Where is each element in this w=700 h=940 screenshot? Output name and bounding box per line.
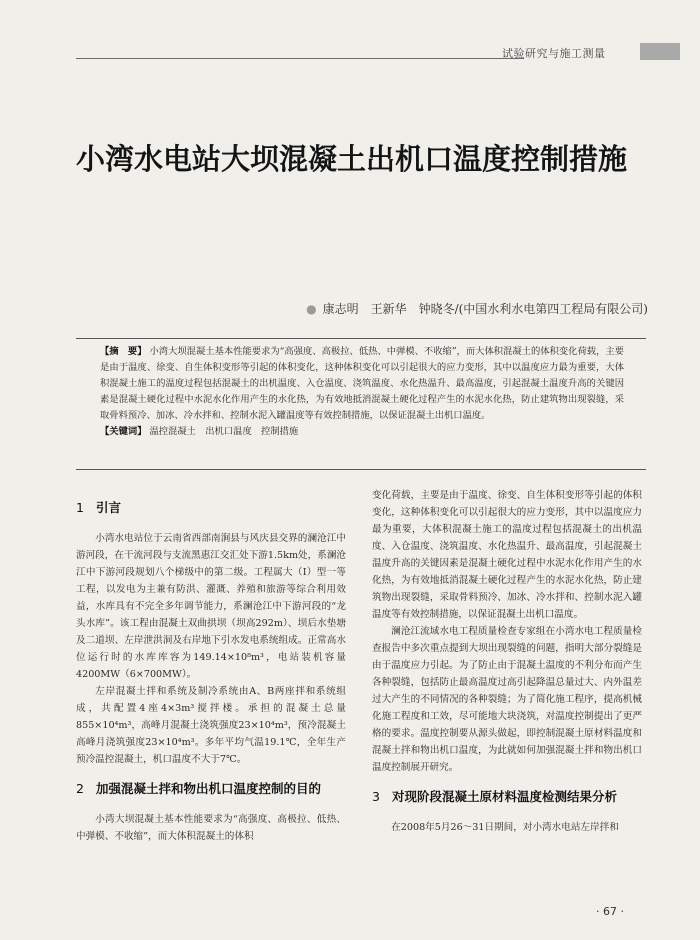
section-number: 2 (76, 781, 84, 796)
abstract-box (76, 338, 646, 470)
header-rule (76, 58, 524, 59)
paragraph: 在2008年5月26～31日期间，对小湾水电站左岸拌和 (391, 822, 619, 833)
paragraph: 澜沧江流域水电工程质量检查专家组在小湾水电工程质量检查报告中多次重点提到大坝出现裂缝的问题，指明大部分裂缝是由于温度应力引起。为了防止由于混凝土温度的不利分布而产生各种裂缝，包括防止最高温度过高引起降温总量过大、内外温差过大产生的不同情况的各种裂缝；为了简化施工程序，提高机械化施工程度和工效，尽可能地大块浇筑，对温度控制提出了更严格的要求。温度控制要从源头做起，即控制混凝土原材料温度和混凝土拌和物出机口温度，为此就如何加强混凝土拌和物出机口温度控制展开研究。 (372, 626, 642, 773)
bullet-icon: ● (306, 302, 317, 316)
right-column (372, 487, 642, 836)
keywords-text: 温控混凝土 出机口温度 控制措施 (149, 426, 299, 437)
section-number: 1 (76, 500, 84, 515)
author-line (306, 300, 648, 317)
abstract-text: 小湾大坝混凝土基本性能要求为“高强度、高极拉、低热、中弹模、不收缩”，而大体积混凝土的体积变化荷载，主要是由于温度、徐变、自生体积变形等引起的体积变化，这种体积变化可以引起很大的应力变形，其中以温度应力最为重要，大体积混凝土施工的温度过程包括混凝土的出机温度、入仓温度、浇筑温度、水化热温升、最高温度，引起混凝土温度升高的关键因素是混凝土硬化过程中水泥水化作用产生的水化热，为有效地抵消混凝土硬化过程产生的水泥水化热，防止建筑物出现裂缝，采取骨料预冷、加冰、冷水拌和、控制水泥入罐温度等有效控制措施，以保证混凝土出机口温度。 (100, 346, 624, 421)
section-3-heading (372, 788, 642, 805)
abstract-label: 【摘 要】 (100, 346, 147, 357)
article-title: 小湾水电站大坝混凝土出机口温度控制措施 (76, 142, 628, 176)
section-1-heading (76, 499, 346, 516)
section-number: 3 (372, 789, 380, 804)
header-tab-block (640, 43, 680, 60)
keywords-label: 【关键词】 (100, 426, 147, 437)
section-title: 加强混凝土拌和物出机口温度控制的目的 (95, 781, 321, 796)
section-title: 对现阶段混凝土原材料温度检测结果分析 (391, 789, 617, 804)
section-label: 试验研究与施工测量 (502, 47, 606, 60)
paragraph: 左岸混凝土拌和系统及制冷系统由A、B两座拌和系统组成，共配置4座4×3m³搅拌楼。承担的混凝土总量855×10⁴m³，高峰月混凝土浇筑强度23×10⁴m³，预冷混凝土高峰月浇筑强度23×10⁴m³。多年平均气温19.1℃，全年生产预冷温控混凝土，机口温度不大于7℃。 (76, 686, 346, 765)
abstract-paragraph (100, 344, 624, 424)
paragraph: 小湾水电站位于云南省西部南涧县与风庆县交界的澜沧江中游河段，在干流河段与支流黑惠江交汇处下游1.5km处，系澜沧江中下游河段规划八个梯级中的第二级。工程属大（Ⅰ）型一等工程，以发电为主兼有防洪、灌溉、养殖和旅游等综合利用效益，水库具有不完全多年调节能力，系澜沧江中下游河段的“龙头水库”。该工程由混凝土双曲拱坝（坝高292m）、坝后水垫塘及二道坝、左岸泄洪洞及右岸地下引水发电系统组成。正常高水位运行时的水库库容为149.14×10⁸m³，电站装机容量4200MW（6×700MW）。 (76, 533, 347, 680)
page-number: · 67 · (596, 905, 624, 918)
keywords-paragraph (100, 424, 624, 440)
section-title: 引言 (95, 500, 121, 515)
running-header (0, 40, 700, 66)
authors-text: 康志明 王新华 钟晓冬/(中国水利水电第四工程局有限公司) (322, 302, 648, 316)
section-2-heading (76, 780, 346, 797)
paragraph: 小湾大坝混凝土基本性能要求为“高强度、高极拉、低热、中弹模、不收缩”，而大体积混凝土的体积 (76, 814, 346, 842)
left-column (76, 487, 346, 845)
paragraph-continuation: 变化荷载，主要是由于温度、徐变、自生体积变形等引起的体积变化，这种体积变化可以引起很大的应力变形，其中以温度应力最为重要，大体积混凝土施工的温度过程包括混凝土的出机温度、入仓温度、浇筑温度、水化热温升、最高温度，引起混凝土温度升高的关键因素是混凝土硬化过程中水泥水化作用产生的水化热，为有效地抵消混凝土硬化过程产生的水泥水化热，防止建筑物出现裂缝，采取骨料预冷、加冰、冷水拌和、控制水泥入罐温度等有效控制措施，以保证混凝土出机口温度。 (372, 490, 642, 620)
